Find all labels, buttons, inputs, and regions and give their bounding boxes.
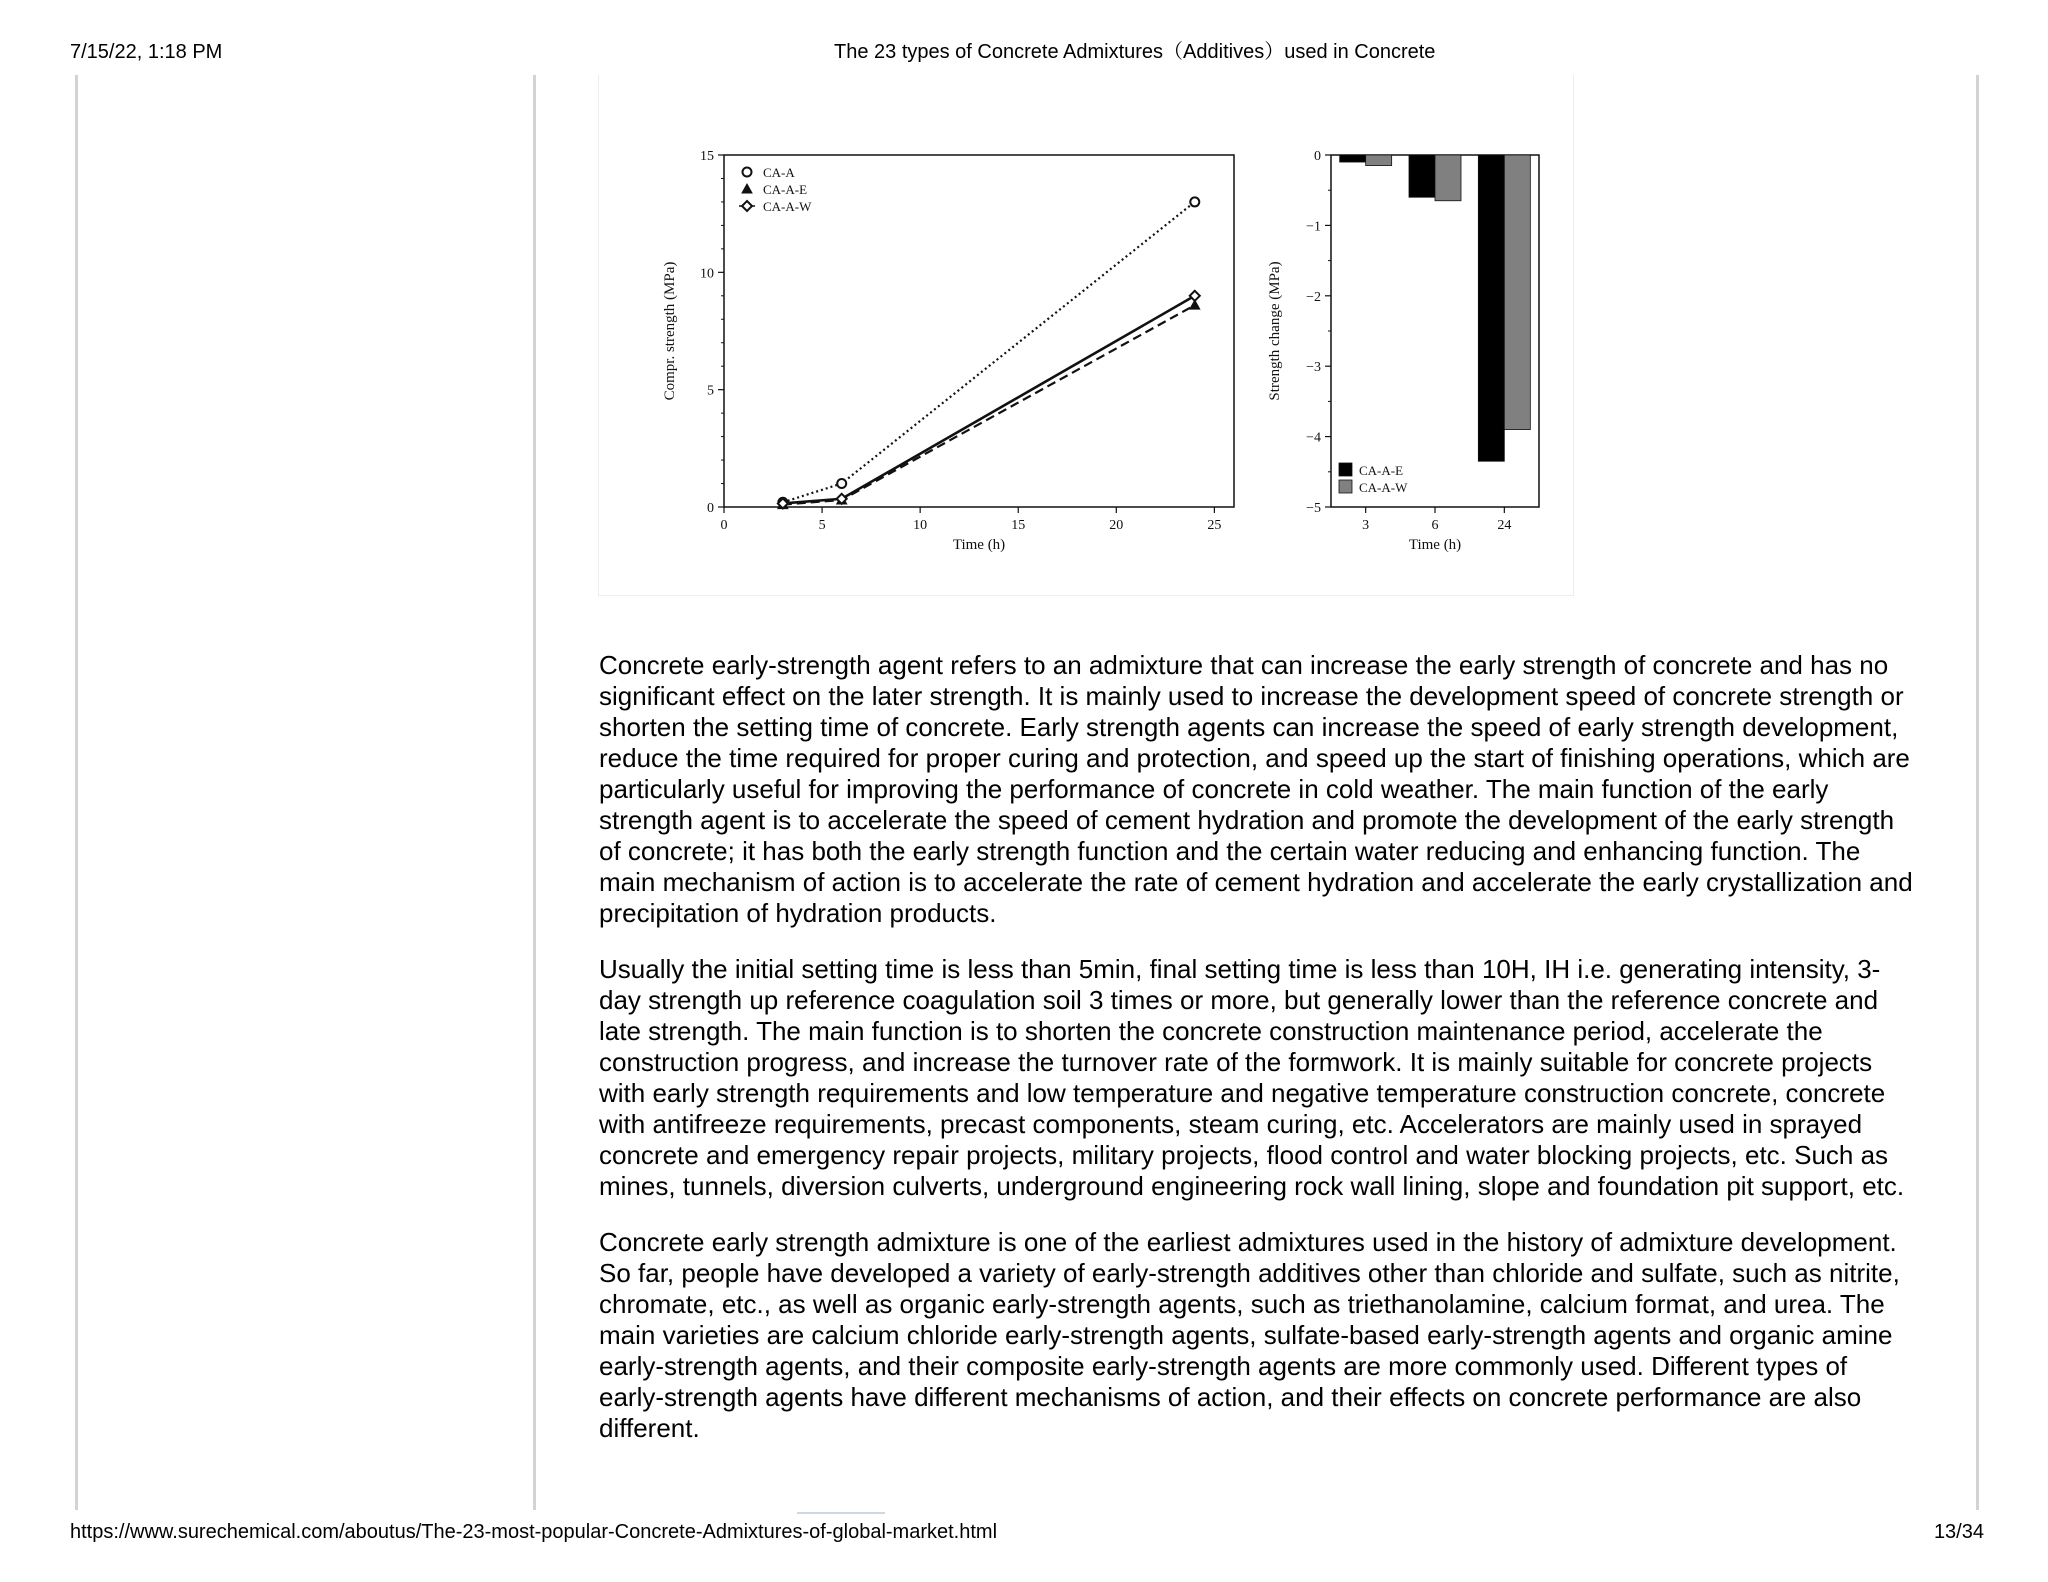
strength-figure-svg: [599, 75, 1573, 595]
line-chart-y-tick-label: 5: [707, 383, 714, 399]
bar-chart-y-tick-label: −5: [1306, 501, 1321, 516]
bar-legend-label-ca-a-w: CA-A-W: [1359, 480, 1408, 495]
line-chart-y-axis-label: Compr. strength (MPa): [662, 261, 678, 401]
line-series-ca-a: [783, 202, 1195, 502]
bar-ca-a-e-3h: [1340, 155, 1366, 162]
bar-chart-x-tick-label: 6: [1431, 518, 1439, 533]
legend-label-ca-a-w: CA-A-W: [763, 199, 812, 214]
legend-marker-ca-a-e: [742, 184, 752, 193]
legend-marker-ca-a-w: [742, 201, 752, 211]
legend-label-ca-a-e: CA-A-E: [763, 182, 808, 197]
bar-ca-a-w-3h: [1366, 155, 1392, 166]
bar-chart-y-tick-label: −2: [1306, 289, 1321, 305]
line-chart-y-tick-label: 15: [700, 149, 714, 164]
bar-chart-y-tick-label: −4: [1306, 430, 1321, 446]
line-chart-x-tick-label: 20: [1109, 518, 1124, 533]
bar-chart-y-tick-label: 0: [1314, 149, 1321, 164]
bar-chart-x-tick-label: 24: [1497, 518, 1512, 533]
print-page-title: The 23 types of Concrete Admixtures（Additives）used in Concrete: [834, 41, 1436, 63]
bar-legend-label-ca-a-e: CA-A-E: [1359, 463, 1404, 478]
article-body: [599, 650, 1919, 1469]
line-chart-y-tick-label: 10: [700, 266, 714, 282]
bar-chart-y-tick-label: −3: [1306, 360, 1321, 376]
line-chart-x-tick-label: 15: [1011, 518, 1026, 533]
legend-marker-ca-a: [743, 168, 752, 177]
bar-chart-y-axis-label: Strength change (MPa): [1267, 261, 1283, 401]
print-datetime: 7/15/22, 1:18 PM: [70, 41, 223, 63]
line-point-ca-a: [1190, 197, 1199, 206]
bar-chart-y-tick-label: −1: [1306, 219, 1321, 235]
strength-figure: [598, 75, 1574, 596]
cutoff-element: [797, 1512, 885, 1514]
line-chart-x-tick-label: 0: [720, 518, 728, 533]
line-chart-y-tick-label: 0: [707, 501, 714, 516]
bar-ca-a-w-6h: [1435, 155, 1461, 201]
article-paragraph-2: Usually the initial setting time is less than 5min, final setting time is less than 10H, IH i.e. generating intensity, 3-day strength up reference coagulation soil 3 times or more, but generally lower than the reference concrete and late strength. The main function is to shorten the concrete construction maintenance period, accelerate the construction progress, and increase the turnover rate of the formwork. It is mainly suitable for concrete projects with early strength requirements and low temperature and negative temperature construction concrete, concrete with antifreeze requirements, precast components, steam curing, etc. Accelerators are mainly used in sprayed concrete and emergency repair projects, military projects, flood control and water blocking projects, etc. Such as mines, tunnels, diversion culverts, underground engineering rock wall lining, slope and foundation pit support, etc.: [599, 954, 1905, 1201]
line-chart-x-tick-label: 10: [913, 518, 928, 533]
bar-chart-x-axis-label: Time (h): [1408, 537, 1462, 553]
print-page-number: 13/34: [1933, 1521, 1984, 1543]
legend-label-ca-a: CA-A: [763, 165, 795, 180]
bar-ca-a-w-24h: [1504, 155, 1530, 430]
line-series-ca-a-w: [783, 296, 1195, 504]
right-column-border: [1976, 75, 1979, 1510]
line-series-ca-a-e: [783, 305, 1195, 504]
line-chart-x-tick-label: 25: [1207, 518, 1222, 533]
bar-chart-x-tick-label: 3: [1362, 518, 1370, 533]
bar-ca-a-e-6h: [1409, 155, 1435, 197]
line-point-ca-a: [837, 479, 846, 488]
line-chart-x-tick-label: 5: [818, 518, 826, 533]
article-paragraph-3: Concrete early strength admixture is one of the earliest admixtures used in the history of admixture development. So far, people have developed a variety of early-strength additives other than chloride and sulfate, such as nitrite, chromate, etc., as well as organic early-strength agents, such as triethanolamine, calcium format, and urea. The main varieties are calcium chloride early-strength agents, sulfate-based early-strength agents and organic amine early-strength agents, and their composite early-strength agents are more commonly used. Different types of early-strength agents have different mechanisms of action, and their effects on concrete performance are also different.: [599, 1227, 1900, 1443]
bar-ca-a-e-24h: [1478, 155, 1504, 461]
article-paragraph-1: Concrete early-strength agent refers to an admixture that can increase the early strength of concrete and has no significant effect on the later strength. It is mainly used to increase the development speed of concrete strength or shorten the setting time of concrete. Early strength agents can increase the speed of early strength development, reduce the time required for proper curing and protection, and speed up the start of finishing operations, which are particularly useful for improving the performance of concrete in cold weather. The main function of the early strength agent is to accelerate the speed of cement hydration and promote the development of the early strength of concrete; it has both the early strength function and the certain water reducing and enhancing function. The main mechanism of action is to accelerate the rate of cement hydration and accelerate the early crystallization and precipitation of hydration products.: [599, 650, 1913, 928]
sidebar-border: [533, 75, 536, 1510]
bar-legend-swatch-ca-a-e: [1339, 463, 1352, 476]
print-url: https://www.surechemical.com/aboutus/The-23-most-popular-Concrete-Admixtures-of-global-market.html: [70, 1521, 998, 1543]
left-column-border: [75, 75, 78, 1510]
line-chart-x-axis-label: Time (h): [952, 537, 1006, 553]
bar-legend-swatch-ca-a-w: [1339, 480, 1352, 493]
